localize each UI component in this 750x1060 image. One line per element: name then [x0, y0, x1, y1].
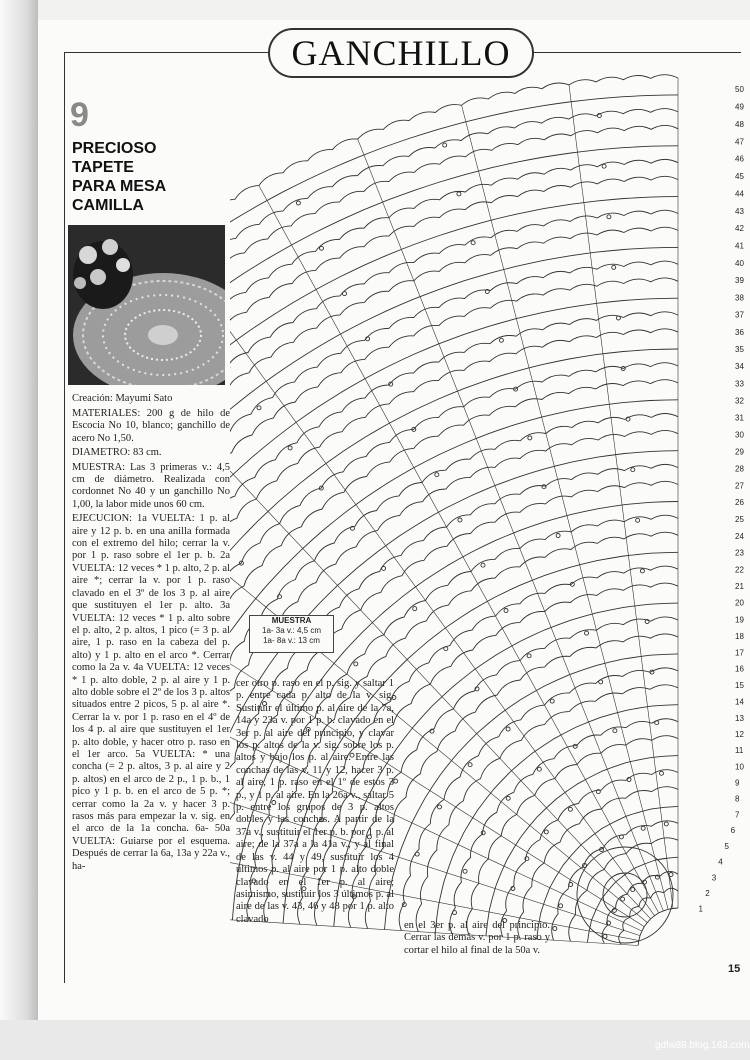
round-arc — [230, 159, 678, 898]
picot-mark — [296, 201, 300, 205]
round-number-label: 39 — [735, 276, 744, 286]
round-number-label: 14 — [735, 697, 744, 707]
picot-mark — [458, 518, 462, 522]
execution-ending: en el 3er p. al aire del principio. Cerrar las demás v. por 1 p. raso y cortar el hilo al final de la 50a v. — [404, 920, 550, 956]
round-number-label: 28 — [735, 464, 744, 474]
execution-continued: cer otro p. raso en el p. sig. y saltar 1 p. entre cada p. alto de la v. sig. Sustituir el último p. al aire de la 7a, 14a y 23a v. por 1 p. b. clavado en el 3er p. al aire del principio, y clavar los p. altos de la v. sig. sobre los p. altos y bajo los p. al aire. Entre las conchas de las v. 11 y 12, hacer 3 p. al aire, 1 p. raso en el 1º de estos 3 p., y 1 p. al aire. En la 26a v., saltar 5 p. entre los grupos de 3 p. altos dobles y las conchas. A partir de la 37a v., sustituir el 1er p. b. por 1 p. al aire; de la 37a a la 41a v., y al final de las v. 44 y 49, sustituir los 4 últimos p. al aire por 1 p. alto doble clavado en el 1er p. al aire; asimismo, sustituir los 3 últimos p. al aire de las v. 43, 46 y 48 por 1 p. alto clavado — [236, 678, 394, 925]
picot-mark — [544, 830, 548, 834]
round-number-label: 40 — [735, 258, 744, 268]
round-number-label: 38 — [735, 293, 744, 303]
picot-mark — [354, 662, 358, 666]
round-number-label: 21 — [735, 582, 744, 592]
picot-mark — [257, 406, 261, 410]
round-number-label: 22 — [735, 565, 744, 575]
picot-mark — [302, 887, 306, 891]
round-number-label: 5 — [724, 842, 729, 851]
page-number: 15 — [728, 963, 741, 975]
picot-mark — [444, 647, 448, 651]
round-number-label: 32 — [735, 396, 744, 406]
round-arc — [230, 298, 678, 907]
chart-spoke — [230, 393, 647, 922]
picot-mark — [320, 246, 324, 250]
round-number-label: 25 — [735, 515, 744, 525]
round-number-label: 17 — [735, 648, 744, 658]
picot-mark — [506, 727, 510, 731]
picot-mark — [435, 473, 439, 477]
picot-mark — [443, 143, 447, 147]
picot-mark — [481, 563, 485, 567]
round-number-label: 16 — [735, 664, 744, 674]
round-arc — [230, 197, 678, 901]
round-arc — [230, 176, 678, 899]
materials-paragraph: MATERIALES: 200 g de hilo de Escocia No 10, blanco; ganchillo de acero No 1,50. — [72, 408, 230, 444]
picot-mark — [621, 897, 625, 901]
picot-mark — [602, 164, 606, 168]
round-number-label: 18 — [735, 631, 744, 641]
round-number-label: 19 — [735, 615, 744, 625]
picot-mark — [550, 699, 554, 703]
chart-spoke — [358, 139, 664, 911]
sample-legend-box — [249, 615, 334, 653]
title-line: PRECIOSO — [72, 140, 157, 157]
picot-mark — [542, 485, 546, 489]
title-line: TAPETE — [72, 159, 134, 176]
round-arc — [230, 464, 678, 917]
round-number-label: 41 — [735, 241, 744, 251]
pattern-title — [72, 139, 230, 215]
picot-mark — [631, 468, 635, 472]
picot-mark — [413, 607, 417, 611]
picot-mark — [616, 316, 620, 320]
round-number-label: 42 — [735, 224, 744, 234]
picot-mark — [392, 696, 396, 700]
round-number-label: 50 — [735, 85, 744, 95]
picot-mark — [499, 338, 503, 342]
picot-mark — [453, 911, 457, 915]
round-number-label: 2 — [705, 889, 710, 898]
picot-mark — [607, 215, 611, 219]
picot-mark — [394, 779, 398, 783]
picot-mark — [263, 702, 267, 706]
picot-mark — [463, 869, 467, 873]
round-arc — [230, 227, 678, 903]
round-number-label: 6 — [730, 826, 736, 836]
round-number-label: 49 — [735, 102, 744, 112]
picot-mark — [272, 801, 276, 805]
sample-legend-line: 1a- 3a v.: 4,5 cm — [262, 626, 321, 635]
picot-mark — [382, 566, 386, 570]
picot-mark — [481, 831, 485, 835]
round-number-label: 3 — [711, 873, 717, 883]
round-number-label: 1 — [698, 904, 703, 914]
round-number-label: 31 — [735, 413, 744, 423]
watermark: gdlw88.blog.163.com — [655, 1040, 750, 1051]
picot-mark — [537, 767, 541, 771]
picot-mark — [568, 807, 572, 811]
picot-mark — [252, 879, 256, 883]
picot-mark — [640, 569, 644, 573]
picot-mark — [288, 446, 292, 450]
round-number-label: 35 — [735, 345, 744, 354]
picot-mark — [655, 721, 659, 725]
picot-mark — [343, 292, 347, 296]
round-number-label: 13 — [735, 713, 744, 723]
round-number-label: 10 — [735, 762, 744, 772]
picot-mark — [528, 436, 532, 440]
picot-mark — [350, 753, 354, 757]
credit-line: Creación: Mayumi Sato — [72, 393, 173, 404]
picot-mark — [415, 852, 419, 856]
round-number-label: 11 — [735, 746, 744, 756]
round-number-label: 48 — [735, 119, 744, 129]
round-number-label: 29 — [735, 447, 744, 457]
sample-legend-title: MUESTRA — [271, 616, 312, 625]
round-number-label: 27 — [735, 481, 744, 491]
picot-mark — [471, 241, 475, 245]
picot-mark — [613, 729, 617, 733]
picot-mark — [306, 727, 310, 731]
page-binding-edge — [0, 0, 38, 1060]
picot-mark — [599, 680, 603, 684]
round-number-label: 23 — [735, 548, 744, 558]
picot-mark — [506, 796, 510, 800]
round-number-label: 4 — [718, 857, 723, 867]
diameter-paragraph: DIAMETRO: 83 cm. — [72, 447, 162, 459]
picot-mark — [553, 927, 557, 931]
picot-mark — [367, 835, 371, 839]
round-arc — [230, 278, 678, 906]
round-number-label: 45 — [735, 172, 744, 182]
round-number-label: 20 — [735, 598, 744, 608]
round-number-label: 36 — [735, 327, 744, 337]
round-number-label: 26 — [735, 498, 744, 508]
left-column — [68, 95, 230, 875]
round-number-label: 33 — [735, 379, 744, 389]
round-number-label: 37 — [735, 310, 744, 320]
round-number-label: 24 — [735, 531, 744, 541]
chart-spoke — [569, 85, 673, 908]
sample-legend-line: 1a- 8a v.: 13 cm — [263, 636, 320, 645]
scan-bottom-band — [0, 1020, 750, 1060]
round-number-label: 44 — [735, 189, 744, 199]
picot-mark — [660, 771, 664, 775]
picot-mark — [556, 534, 560, 538]
round-number-label: 12 — [735, 730, 744, 739]
round-number-label: 15 — [735, 681, 744, 691]
pattern-number: 9 — [70, 96, 89, 134]
picot-mark — [612, 265, 616, 269]
round-arc — [230, 95, 678, 895]
round-number-label: 34 — [735, 362, 744, 372]
picot-mark — [468, 763, 472, 767]
picot-mark — [669, 873, 673, 877]
picot-mark — [573, 744, 577, 748]
picot-mark — [585, 631, 589, 635]
round-number-label: 30 — [735, 430, 744, 440]
title-line: PARA MESA — [72, 178, 167, 195]
round-number-label: 47 — [735, 137, 744, 147]
picot-mark — [438, 805, 442, 809]
round-number-label: 43 — [735, 206, 744, 216]
execution-paragraph: EJECUCION: 1a VUELTA: 1 p. al aire y 12 p. b. en una anilla formada con el extremo del hilo; cerrar la v. por 1 p. raso sobre el 1er p. b. 2a VUELTA: 12 veces * 1 p. alto, 2 p. al aire *; cerrar la v. por 1 p. raso clavado en el 3º de los 3 p. al aire que sustituyen el 1er p. alto. 3a VUELTA: 12 veces * 1 p. alto sobre el p. alto, 2 p. altos, 1 pico (= 3 p. al aire, 1 p. raso en la cabeza del p. alto) y 1 p. alto en el arco *. Cerrar como la 2a v. 4a VUELTA: 12 veces * 1 p. alto doble, 2 p. al aire y 1 p. alto doble sobre el 2º de los 3 p. altos situados entre 2 picos, 5 p. al aire *. Cerrar la v. por 1 p. raso en el 4º de los 4 p. al aire que sustituyen el 1er p. alto doble, y hacer otro p. raso en el 1er arco. 5a VUELTA: * una concha (= 2 p. altos, 3 p. al aire y 2 p. altos) en el arco de 2 p., 1 p. b., 1 pico y 1 p. b. en el arco de 5 p. *; cerrar como la 2a v. y hacer 3 p. rasos más para empezar la v. sig. en el arco de la 1a concha. 6a- 50a VUELTA: Guiarse por el esquema. Después de cerrar la 6a, 13a y 22a v., ha- — [72, 513, 230, 872]
round-arc — [230, 400, 678, 914]
picot-mark — [559, 904, 563, 908]
round-arc — [230, 210, 678, 902]
picot-mark — [504, 609, 508, 613]
picot-mark — [527, 654, 531, 658]
picot-mark — [641, 826, 645, 830]
doily-photo — [68, 225, 225, 385]
chart-spoke — [462, 105, 668, 909]
round-number-label: 7 — [735, 810, 740, 820]
round-arc — [230, 261, 678, 905]
round-arc — [230, 75, 678, 894]
crochet-chart — [230, 60, 750, 990]
picot-mark — [636, 518, 640, 522]
title-line: CAMILLA — [72, 197, 144, 214]
round-number-label: 9 — [735, 778, 740, 788]
picot-mark — [664, 822, 668, 826]
picot-mark — [631, 888, 635, 892]
picot-mark — [457, 192, 461, 196]
sample-paragraph: MUESTRA: Las 3 primeras v.: 4,5 cm de diámetro. Realizada con cordonnet No 40 y un ganchillo No 1,00, la labor mide unos 60 cm. — [72, 461, 230, 510]
round-number-label: 46 — [735, 154, 744, 164]
section-title: GANCHILLO — [291, 33, 511, 73]
round-number-label: 8 — [735, 794, 740, 804]
picot-mark — [503, 919, 507, 923]
